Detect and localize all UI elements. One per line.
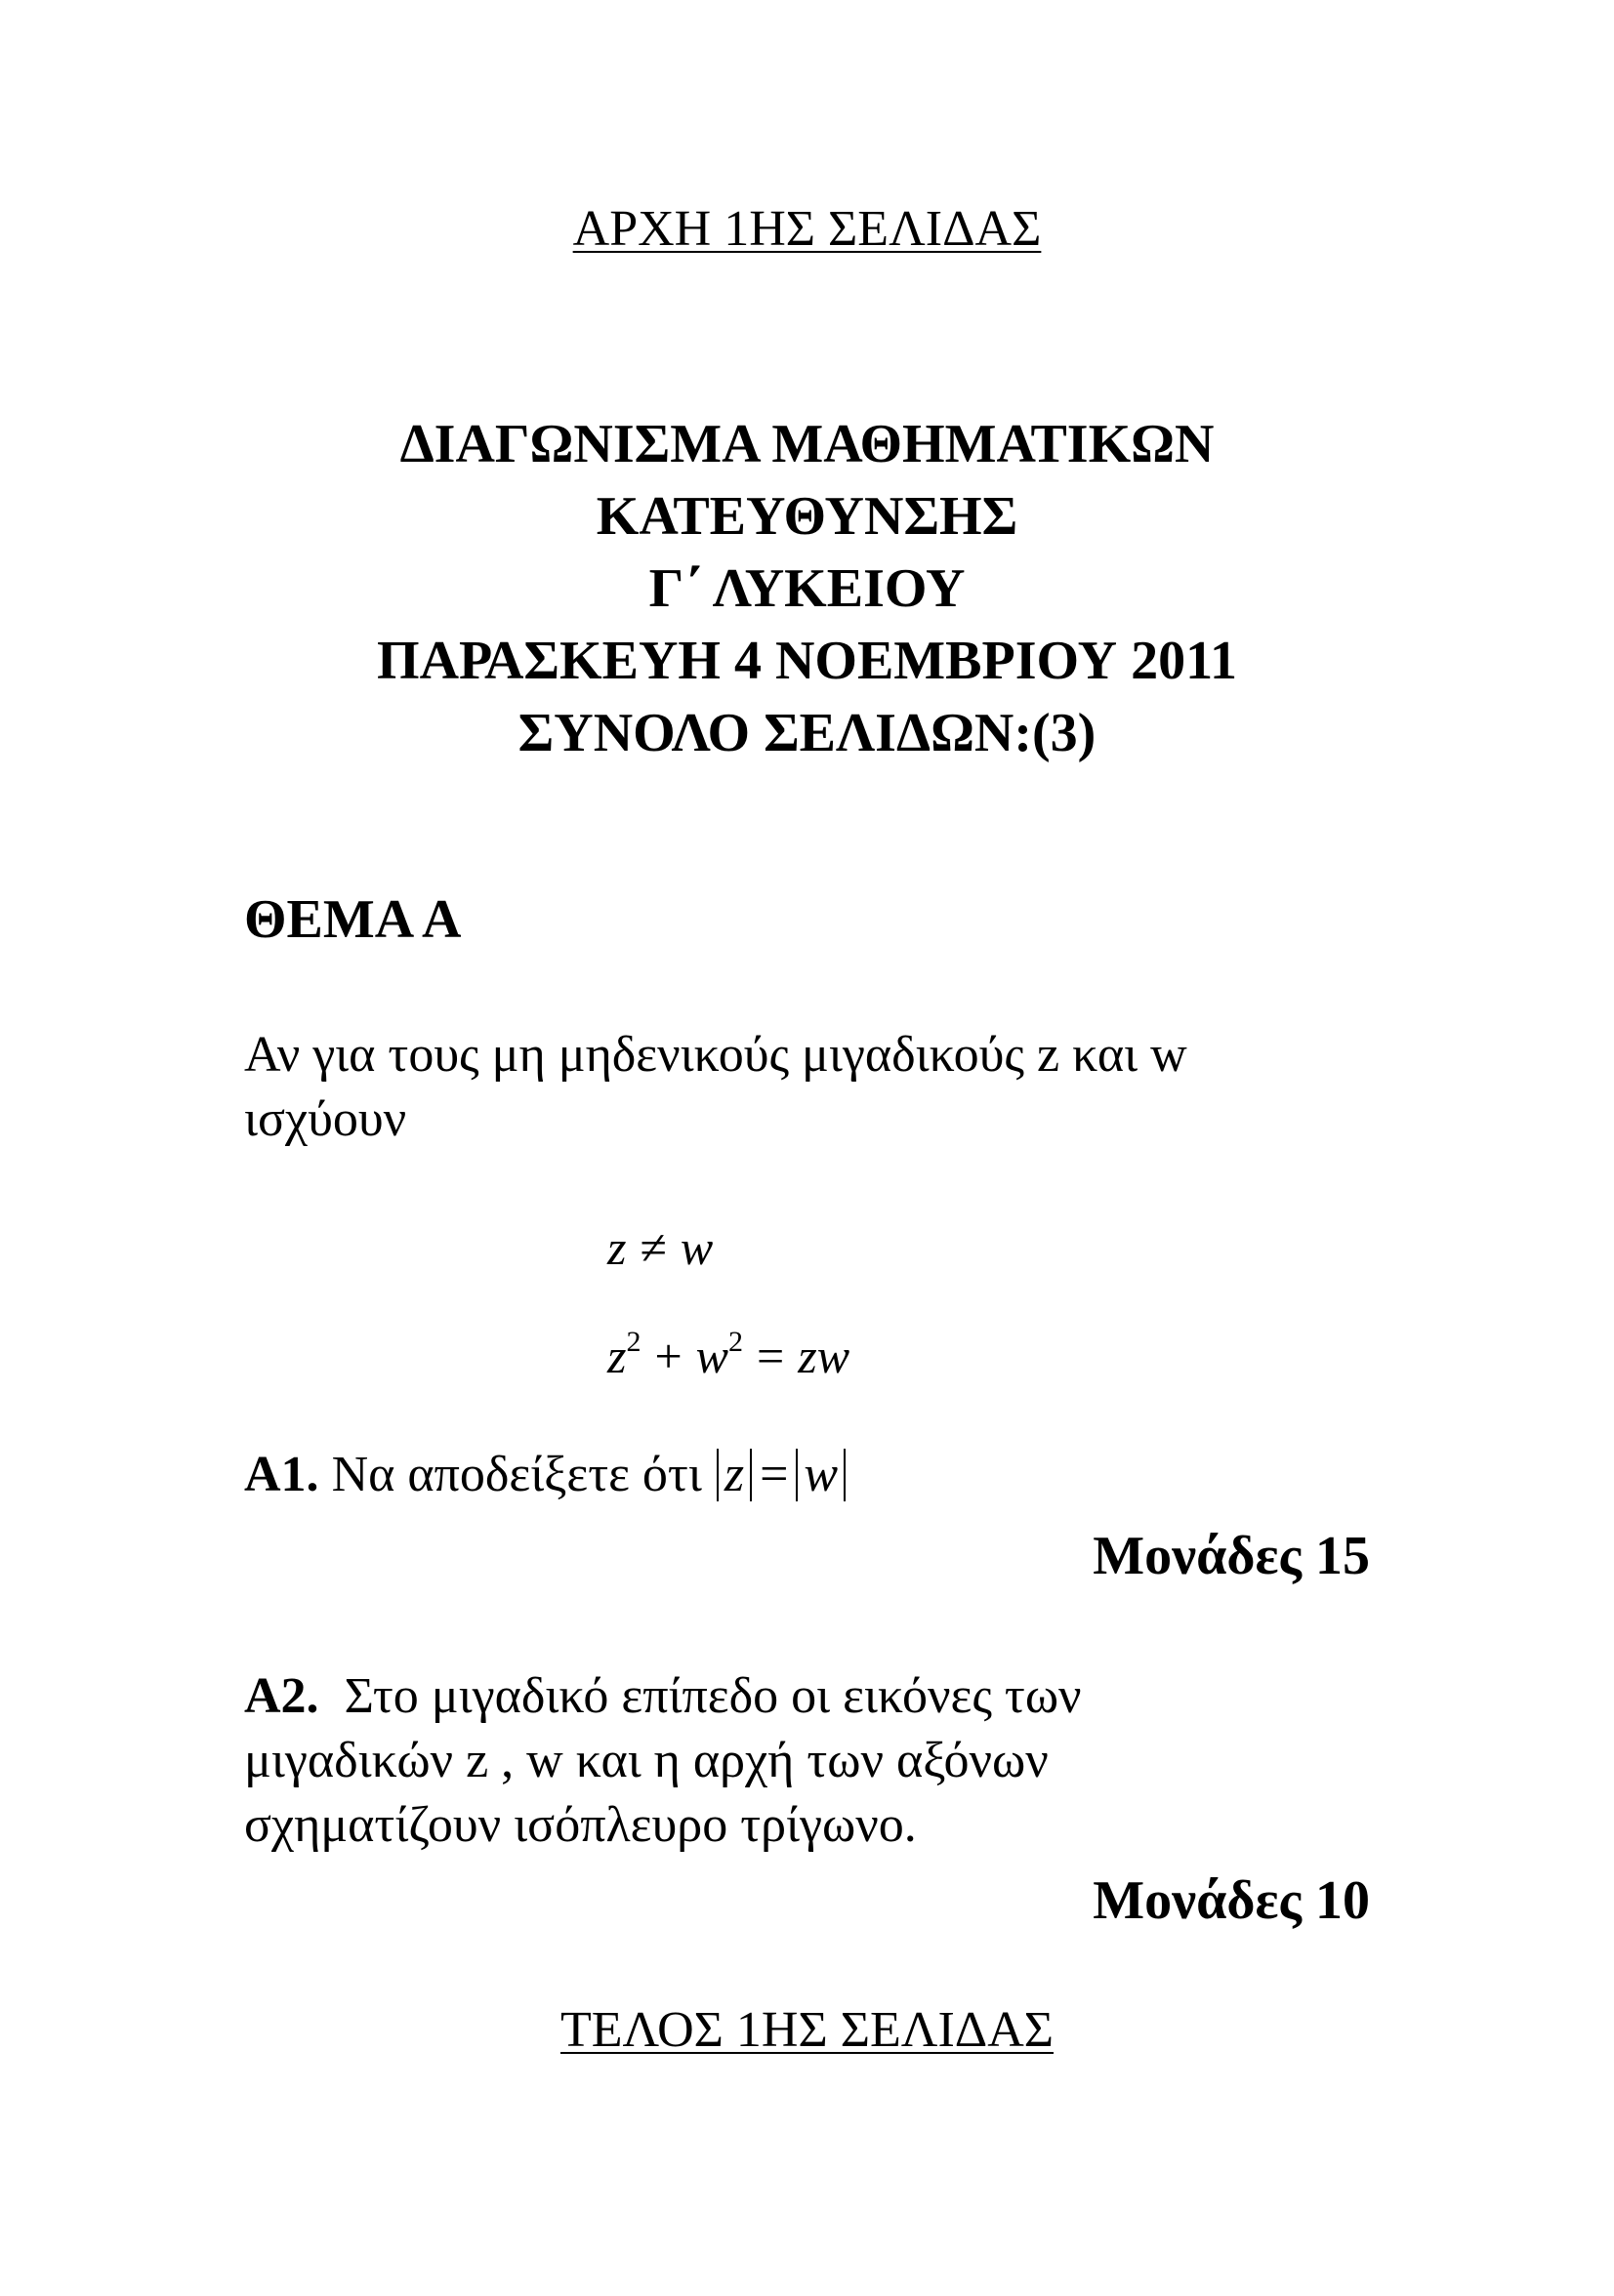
abs-w: w xyxy=(796,1449,846,1501)
eq2-b: w xyxy=(695,1329,729,1383)
page-header-text: ΑΡΧΗ 1ΗΣ ΣΕΛΙΔΑΣ xyxy=(572,201,1042,257)
equation-inequality xyxy=(607,1218,713,1277)
eq1-left: z xyxy=(607,1220,627,1275)
eq1-right: w xyxy=(680,1220,714,1275)
question-a1 xyxy=(244,1443,848,1507)
page-footer xyxy=(0,2001,1614,2060)
abs-z: z xyxy=(717,1449,752,1501)
title-line-date: ΠΑΡΑΣΚΕΥΗ 4 ΝΟΕΜΒΡΙΟΥ 2011 xyxy=(377,631,1237,691)
question-a1-label: Α1. xyxy=(244,1447,319,1502)
intro-paragraph xyxy=(244,1023,1416,1152)
title-line-grade: Γ΄ ΛΥΚΕΙΟΥ xyxy=(648,558,966,619)
eq2-eq: = xyxy=(757,1329,785,1383)
eq2-rhs: zw xyxy=(798,1329,850,1383)
question-a2-line-1 xyxy=(244,1664,1082,1729)
intro-line-1: Αν για τους μη μηδενικούς μιγαδικούς z και w xyxy=(244,1027,1187,1083)
eq2-a: z xyxy=(607,1329,627,1383)
question-a2-label: Α2. xyxy=(244,1668,319,1724)
title-line-subject: ΔΙΑΓΩΝΙΣΜΑ ΜΑΘΗΜΑΤΙΚΩΝ xyxy=(399,414,1215,474)
question-a1-text: Να αποδείξετε ότι xyxy=(331,1447,702,1502)
question-a1-eq: = xyxy=(760,1447,789,1502)
eq1-op: ≠ xyxy=(640,1220,667,1275)
page-footer-text: ΤΕΛΟΣ 1ΗΣ ΣΕΛΙΔΑΣ xyxy=(559,2002,1055,2058)
marks-a2: Μονάδες 10 xyxy=(1093,1870,1370,1931)
question-a2-line-2: μιγαδικών z , w και η αρχή των αξόνων xyxy=(244,1733,1049,1788)
marks-a1: Μονάδες 15 xyxy=(1093,1526,1370,1586)
intro-line-2: ισχύουν xyxy=(244,1091,407,1147)
title-line-page-count: ΣΥΝΟΛΟ ΣΕΛΙΔΩΝ:(3) xyxy=(517,703,1097,763)
eq2-exp-b: 2 xyxy=(728,1326,744,1358)
question-a2-line-3: σχηματίζουν ισόπλευρο τρίγωνο. xyxy=(244,1797,917,1853)
question-a2 xyxy=(244,1664,1082,1858)
question-a2-line-1-text: Στο μιγαδικό επίπεδο οι εικόνες των xyxy=(344,1668,1082,1724)
eq2-plus: + xyxy=(654,1329,683,1383)
section-heading: ΘΕΜΑ Α xyxy=(244,889,462,950)
eq2-exp-a: 2 xyxy=(626,1326,641,1358)
title-line-track: ΚΑΤΕΥΘΥΝΣΗΣ xyxy=(596,486,1018,547)
page-header xyxy=(0,200,1614,259)
equation-relation xyxy=(607,1313,849,1385)
exam-title xyxy=(0,408,1614,769)
